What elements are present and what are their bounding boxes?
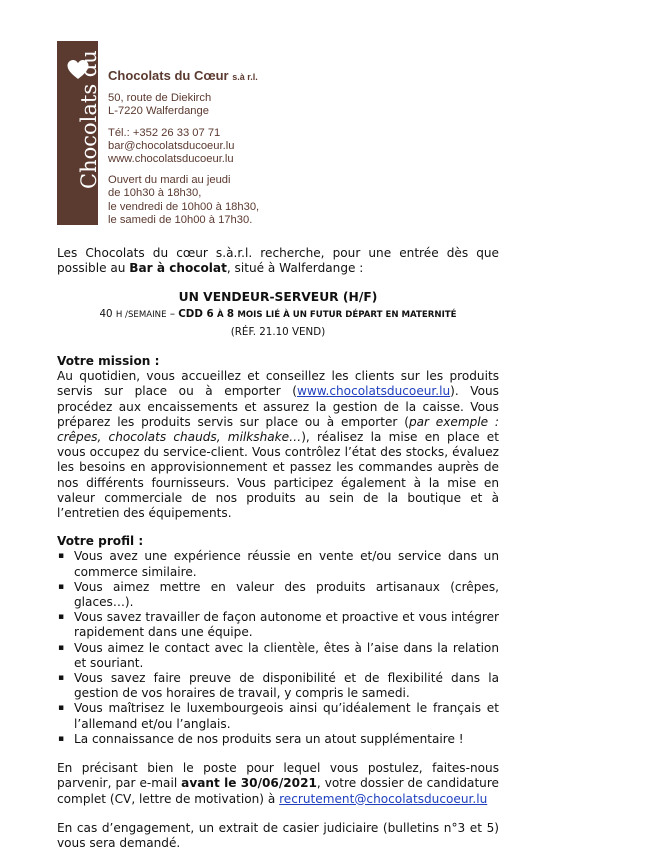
list-item: ▪ La connaissance de nos produits sera un atout supplémentaire ! <box>58 731 464 746</box>
bullet-icon: ▪ <box>58 642 65 653</box>
bullet-icon: ▪ <box>58 733 65 744</box>
list-item: ▪ Vous savez faire preuve de disponibilité et de flexibilité dans la gestion de vos horaires de travail, y compris le samedi. <box>58 671 499 701</box>
intro-paragraph: Les Chocolats du cœur s.à.r.l. recherche, pour une entrée dès que possible au Bar à chocolat, situé à Walferdange : <box>57 246 499 276</box>
deadline: avant le 30/06/2021 <box>181 776 317 791</box>
list-item: ▪ Vous aimez le contact avec la clientèle, êtes à l’aise dans la relation et souriant. <box>58 640 499 670</box>
mission-title: Votre mission : <box>57 354 160 369</box>
logo <box>57 41 101 225</box>
list-item: ▪ Vous aimez mettre en valeur des produits artisanaux (crêpes, glaces…). <box>58 579 499 610</box>
list-item: ▪ Vous avez une expérience réussie en vente et/ou service dans un commerce similaire. <box>58 549 499 579</box>
recruitment-email-link[interactable]: recrutement@chocolatsducoeur.lu <box>279 791 488 806</box>
closing-paragraph: En cas d’engagement, un extrait de casier judiciaire (bulletins n°3 et 5) vous sera demandé. <box>57 820 499 850</box>
letterhead <box>108 69 259 235</box>
contact <box>108 127 259 167</box>
website-link[interactable]: www.chocolatsducoeur.lu <box>296 384 451 399</box>
email[interactable]: bar@chocolatsducoeur.lu <box>108 139 235 152</box>
bullet-icon: ▪ <box>58 551 65 562</box>
bullet-icon: ▪ <box>58 581 65 592</box>
hours-line: le samedi de 10h00 à 17h30. <box>108 213 253 226</box>
bullet-icon: ▪ <box>58 703 65 714</box>
application-paragraph: En précisant bien le poste pour lequel vous postulez, faites-nous parvenir, par e-mail avant le 30/06/2021, votre dossier de candidature complet (CV, lettre de motivation) à recrutement@chocolatsducoeur.lu <box>57 761 499 806</box>
bullet-icon: ▪ <box>58 612 65 623</box>
hours-line: Ouvert du mardi au jeudi <box>108 174 231 187</box>
job-posting <box>57 246 499 851</box>
job-details: 40 H /SEMAINE – CDD 6 À 8 MOIS LIÉ À UN FUTUR DÉPART EN MATERNITÉ <box>99 307 457 320</box>
job-reference: (RÉF. 21.10 VEND) <box>230 325 326 338</box>
profile-list <box>57 549 499 747</box>
address-line: L-7220 Walferdange <box>108 105 209 118</box>
hours-line: le vendredi de 10h00 à 18h30, <box>108 200 260 213</box>
logo-text: Chocolats du <box>77 50 101 189</box>
opening-hours <box>108 174 259 227</box>
address-line: 50, route de Diekirch <box>108 92 212 105</box>
bullet-icon: ▪ <box>58 673 65 684</box>
profile-title: Votre profil : <box>57 534 144 549</box>
company-suffix: s.à r.l. <box>232 72 258 82</box>
website[interactable]: www.chocolatsducoeur.lu <box>108 153 234 166</box>
list-item: ▪ Vous savez travailler de façon autonome et proactive et vous intégrer rapidement dans une équipe. <box>58 610 499 640</box>
bar-name: Bar à chocolat <box>129 261 227 276</box>
hours-line: de 10h30 à 18h30, <box>108 187 202 200</box>
address <box>108 92 259 118</box>
job-title: UN VENDEUR-SERVEUR (H/F) <box>178 290 378 305</box>
list-item: ▪ Vous maîtrisez le luxembourgeois ainsi qu’idéalement le français et l’allemand et/ou l’anglais. <box>58 701 499 731</box>
phone: Tél.: +352 26 33 07 71 <box>108 126 221 139</box>
mission-paragraph: Au quotidien, vous accueillez et conseillez les clients sur les produits servis sur place ou à emporter (www.chocolatsducoeur.lu). Vous procédez aux encaissements et assurez la gestion de la caisse. Vous préparez les produits servis sur place ou à emporter (par exemple : crêpes, chocolats chauds, milkshake…), réalisez la mise en place et vous occupez du service-client. Vous contrôlez l’état des stocks, évaluez les besoins en approvisionnement et passez les commandes auprès de nos différents fournisseurs. Vous participez également à la mise en valeur commerciale de nos produits au sein de la boutique et à l’entretien des équipements. <box>57 369 499 521</box>
company-name: Chocolats du Cœur s.à r.l. <box>108 68 258 83</box>
